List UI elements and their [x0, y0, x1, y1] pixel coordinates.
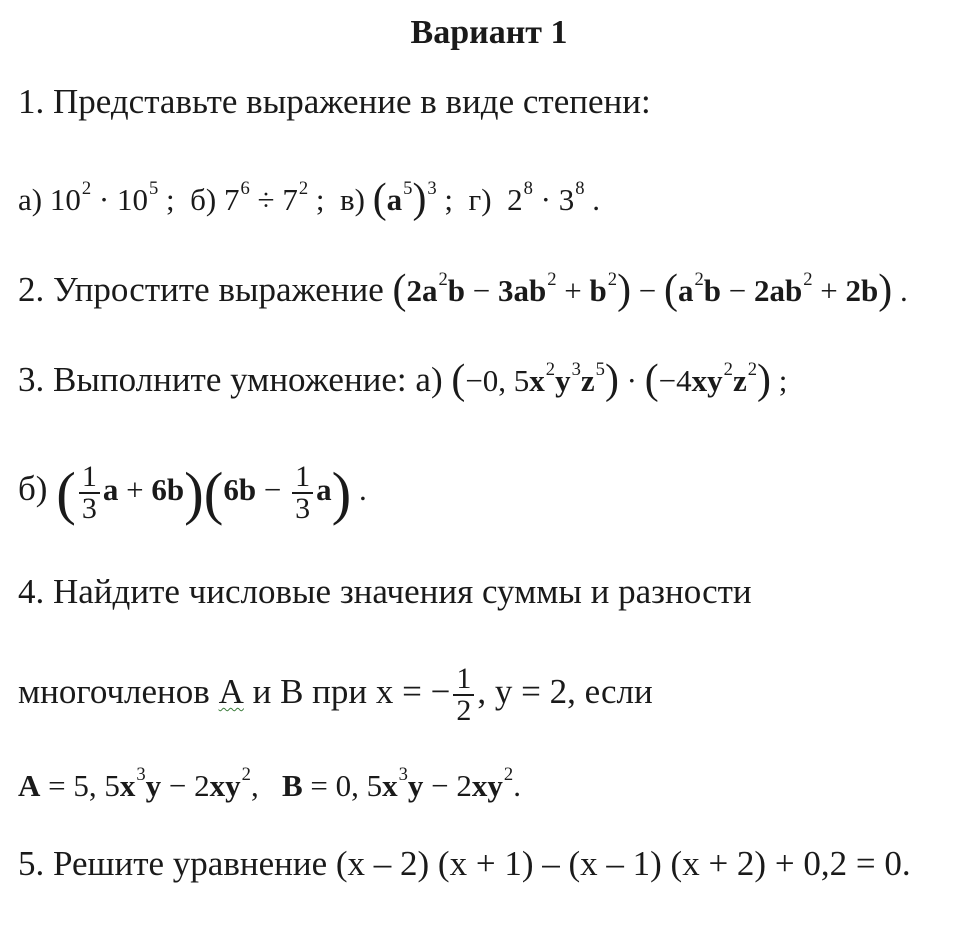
- polynomial-a: A = 5, $5x^3y - 2xy^2$,: [18, 764, 259, 803]
- expr-2: $(2a^2b - 3ab^2 + b^2) - (a^2b - 2ab^2 + 2b)$ .: [392, 267, 908, 313]
- page-title: Вариант 1: [410, 14, 568, 51]
- option-v-label: в): [339, 182, 365, 217]
- polynomial-a-ref: А: [218, 672, 244, 712]
- task-3b: [18, 460, 367, 527]
- task-4-line-2: многочленов А и В при x = − $\frac{1}{2}$ , у = 2, если: [18, 662, 653, 727]
- option-a-label: а): [415, 360, 443, 399]
- task-2-text: 2. Упростите выражение: [18, 270, 384, 309]
- option-b-label: б): [18, 469, 48, 509]
- task-1-heading: 1. Представьте выражение в виде степени:: [18, 82, 651, 121]
- task-4-line-1: 4. Найдите числовые значения суммы и разности: [18, 572, 752, 611]
- task-1-expressions: [18, 178, 600, 222]
- task-2: [18, 268, 908, 313]
- expr-3a: (−0, $5x^2y^3z^5) \cdot (-4xy^2z^2)$ ;: [451, 357, 788, 403]
- expr-1a: $10^2 \cdot 10^5$ ;: [49, 178, 175, 217]
- polynomial-b: B = 0, $5x^3y - 2xy^2$.: [281, 764, 521, 803]
- fraction-x-value: $\frac{1}{2}$: [453, 664, 474, 726]
- expr-1b: $7^6 \div 7^2$ ;: [224, 178, 325, 217]
- expr-1g: $2^8 \cdot 3^8$ .: [507, 178, 601, 217]
- task-4-polynomials: [18, 764, 521, 808]
- fraction: $\frac{1}{3}$: [79, 462, 100, 524]
- option-g-label: г): [468, 182, 492, 217]
- option-b-label: б): [190, 182, 217, 217]
- option-a-label: а): [18, 182, 43, 217]
- expr-1v: $(a^5)^3$ ;: [372, 176, 454, 222]
- expr-3b: ( $\frac{1}{3}$ a + 6b)(6b − $\frac{1}{3}$ a) .: [56, 460, 367, 527]
- task-3-text: 3. Выполните умножение:: [18, 360, 407, 399]
- task-5: 5. Решите уравнение (х – 2) (х + 1) – (х – 1) (х + 2) + 0,2 = 0.: [18, 844, 911, 883]
- fraction: $\frac{1}{3}$: [292, 462, 313, 524]
- task-3: [18, 358, 787, 403]
